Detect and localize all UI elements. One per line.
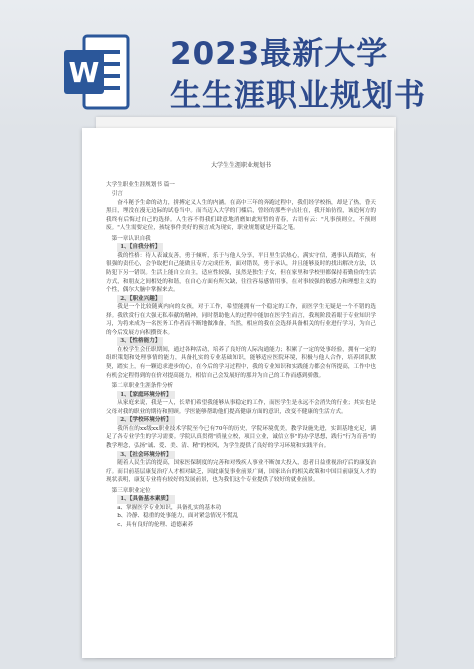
preface-label: 引言: [111, 191, 123, 198]
section-career-interest: 2、【职业兴趣】: [117, 295, 163, 304]
document-page: [82, 128, 394, 658]
section-school-env: 2、【学校环境分析】: [117, 416, 174, 425]
social-env-paragraph: 随着人民生活的提高，国家医保制度的完善和对残疾人事业不断加大投入，患者日益重视治疗后的康复治疗。而目前基层康复治疗人才相对缺乏，因此康复事业前景广阔，国家出台的相关政策和中国目前康复人才的现状表明，康复专业将有较好的发展前景，也为我们这个专业提供了较好的就业前景。: [106, 460, 376, 484]
document-subtitle: 大学生职业生涯规划书 篇一: [106, 181, 175, 188]
banner-title-line1: 2023最新大学: [170, 36, 389, 72]
family-env-paragraph: 从家庭来说，我是一人，长辈们希望我能够从事稳定的工作，而医学生是永远不会消失的行业；其实也是父母对我的职业的期待和照顾。学医能够帮助他们提高健康方面的意识，改变不健康的生活方式。: [106, 400, 376, 415]
self-analysis-paragraph: 我的性格：待人表诚友善，勇于倾听，乐于与他人分享，平日里生活热心，满实守信，遇事认真踏实，有很强的责任心，会争取把自己能做且专力完成任务，面对错误，勇于承认，并且能够及时的找出解决方法，以防犯下另一错误。生活上能自立自主，适应性较强，虽然是独生子女，但在家里和学校里都保持着勤俭的生活方式，和朋友之间相处的和谐，在自心方面有所欠缺，往往容易感情用事，在对事较强的敏感力和理想主义的个性，偶尔大脑中掌握来去。: [106, 252, 376, 294]
school-env-paragraph: 我所在的xx级xx职业技术学院至今已有70年的历史，学院环境优美，教学设施先进，实训基地充足，满足了各专业学生的学习需要。学院认真贯彻"质量立校，项目立业，诚信立事"的办学思想，践行"行为育善"的教学理念，弘扬"诚、爱、美、清、精"的校风，为学生提供了良好的学习环境和实践平台。: [106, 425, 376, 449]
chapter-1-title: 第一章认识自我: [111, 235, 151, 242]
document-body: [106, 162, 376, 529]
banner-title-line2: 生生涯职业规划书: [170, 78, 426, 114]
svg-text:W: W: [68, 56, 100, 89]
list-item: c、具有良好的伦理、道德素养: [117, 521, 194, 528]
word-doc-icon: [62, 32, 132, 112]
preface-paragraph: 奋斗秘予生命的动力，拼搏定义人生的内涵。在高中三年的奔跑过程中，我们经学校指，却是了热，昏天黑日，埋没在漫无边际的试卷当中。而当迈入大学的门槛后，曾经的那些辛点壮在，我开始彷徨，该追何方的我终有后悔过自己的选择。人生容不得我们肆意地消磨如此短暂的青春，古语有云："凡事预则立，不预则废。"人生需要定位，孩绽事件美好的预言成为现实，职业规划就是开篇之笔。: [106, 199, 376, 232]
section-family-env: 1、【家庭环境分析】: [117, 391, 174, 400]
section-self-analysis: 1、【自我分析】: [117, 243, 163, 252]
document-heading: 大学生生涯职业规划书: [210, 162, 271, 169]
list-item: a、掌握医学专业知识，具备扎实的基本功: [117, 504, 222, 511]
chapter-2-title: 第二章职业生涯条件分析: [111, 383, 174, 390]
list-item: b、冷静、稳重的处事能力，面对紧急情况不慌乱: [117, 513, 239, 520]
section-personality: 3、【性格能力】: [117, 337, 163, 346]
section-social-env: 3、【社会环境分析】: [117, 451, 174, 460]
career-interest-paragraph: 我是一个比较随爽内向的女孩，对于工作，希望能拥有一个稳定的工作，而医学生无疑是一个不错的选择。我欣赏行在大强无私奉献的精神，同时帮助他人的过程中能加在医学生而言，我现阶段着眼于专业知识学习，为将来成为一名医务工作者而不断地做准备，当然，相应的我在会选择具备相关的行业进行学习，为自己的今后发展方向积攒资本。: [106, 304, 376, 336]
personality-paragraph: 在校学生会任职期间，通过各种活动，培养了良好的人际沟通能力；积累了一定的处事经验，拥有一定的组织策划和处理事情的能力，具备扎实的专业基础知识，能够适应医院环境，积极与他人合作，培养团队默契，踏实上，有一颗追求进步的心，在今后的学习过程中，我的专业知识和实践能力都会有所提高，工作中也有机会定程得到的在价对提高能力，相信自己会发展好的那并为自己的工作而感到骄傲。: [106, 346, 376, 379]
section-basic-qualities: 1、【具备基本素质】: [117, 495, 174, 504]
chapter-3-title: 第三章职业定位: [111, 487, 151, 494]
banner: [0, 0, 474, 130]
